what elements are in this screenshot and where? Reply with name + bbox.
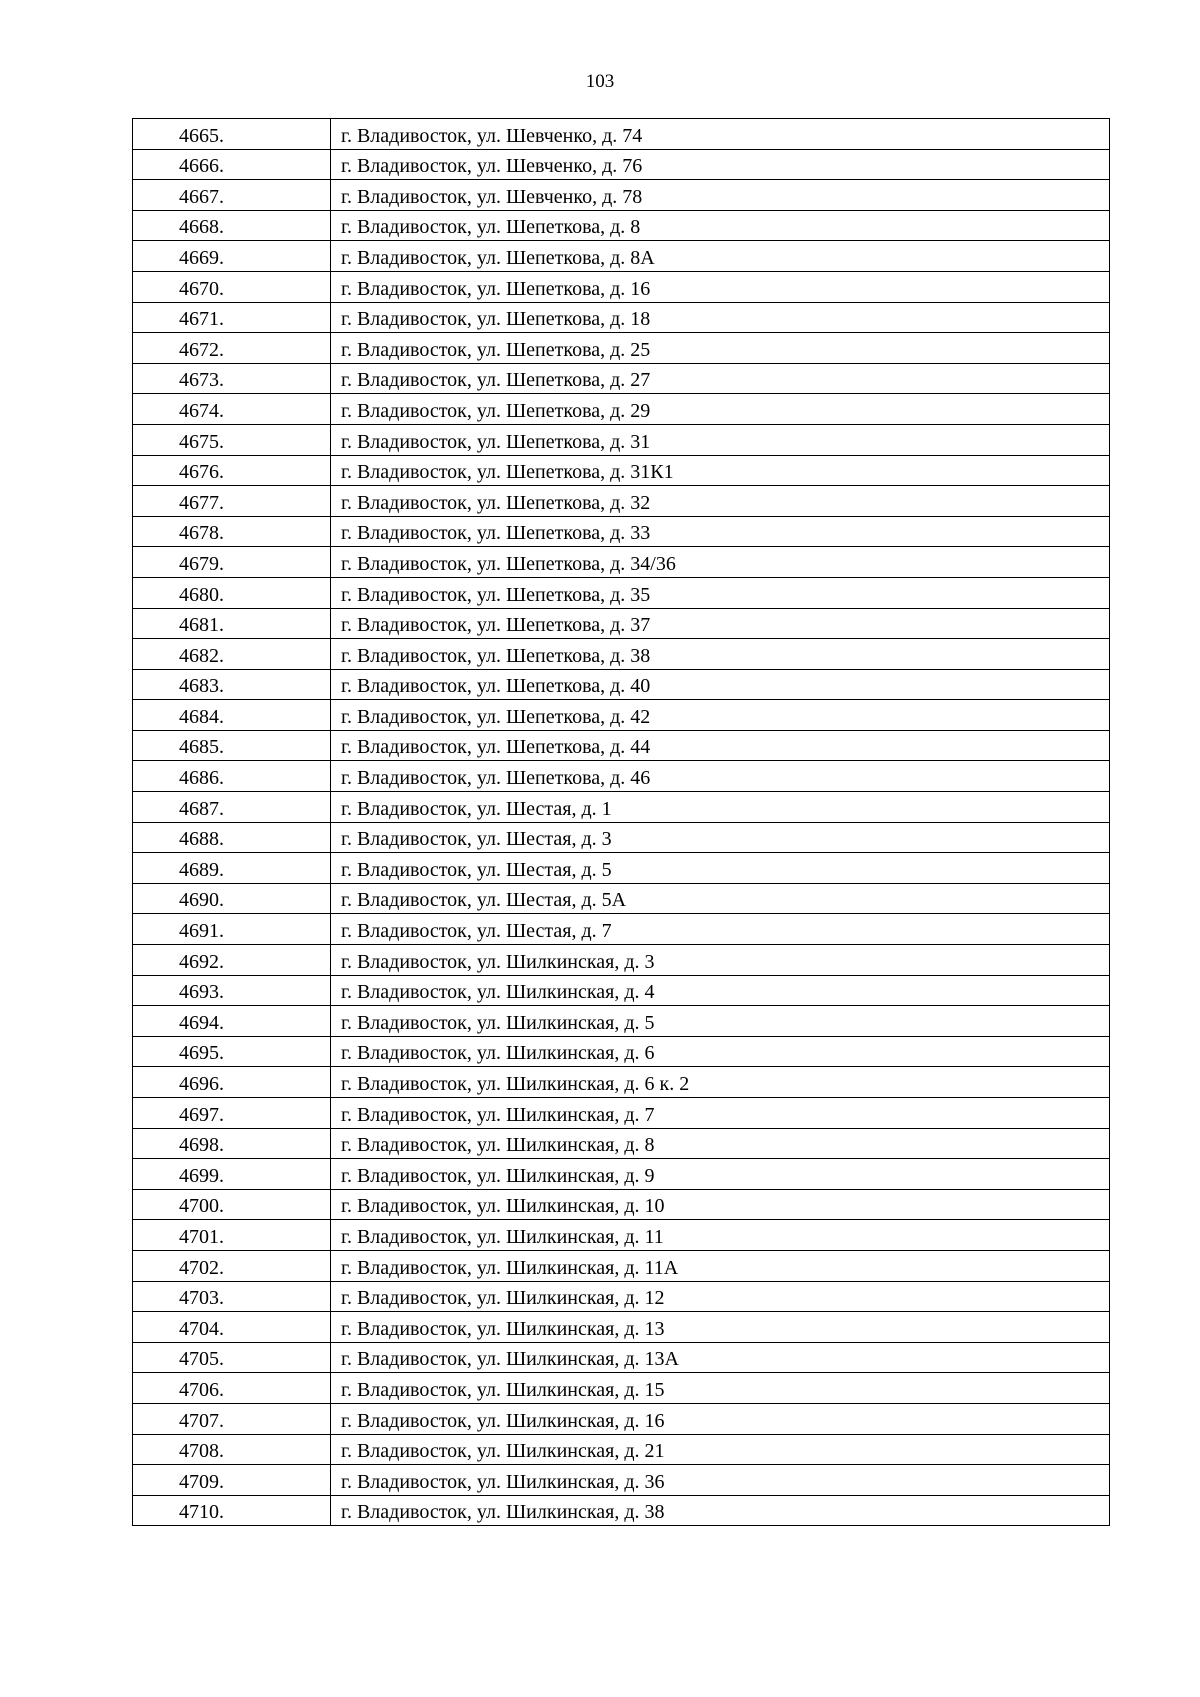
address-text: г. Владивосток, ул. Шепеткова, д. 44 bbox=[341, 736, 651, 759]
row-number-cell bbox=[133, 1220, 331, 1251]
row-number: 4688. bbox=[179, 828, 224, 851]
row-number: 4685. bbox=[179, 736, 224, 759]
table-row bbox=[133, 394, 1110, 425]
row-number-cell bbox=[133, 486, 331, 517]
address-cell bbox=[331, 302, 1110, 333]
row-number: 4692. bbox=[179, 950, 224, 973]
address-cell bbox=[331, 1220, 1110, 1251]
row-number-cell bbox=[133, 1342, 331, 1373]
table-row bbox=[133, 577, 1110, 608]
table-row bbox=[133, 883, 1110, 914]
address-cell bbox=[331, 1250, 1110, 1281]
address-cell bbox=[331, 1036, 1110, 1067]
address-cell bbox=[331, 883, 1110, 914]
address-text: г. Владивосток, ул. Шепеткова, д. 33 bbox=[341, 522, 651, 545]
address-text: г. Владивосток, ул. Шепеткова, д. 31 bbox=[341, 430, 651, 453]
table-row bbox=[133, 608, 1110, 639]
row-number: 4699. bbox=[179, 1164, 224, 1187]
address-text: г. Владивосток, ул. Шилкинская, д. 6 bbox=[341, 1042, 655, 1065]
table-row bbox=[133, 424, 1110, 455]
address-cell bbox=[331, 1067, 1110, 1098]
address-text: г. Владивосток, ул. Шестая, д. 1 bbox=[341, 797, 612, 820]
table-row bbox=[133, 1434, 1110, 1465]
address-cell bbox=[331, 119, 1110, 150]
address-cell bbox=[331, 853, 1110, 884]
address-cell bbox=[331, 1434, 1110, 1465]
row-number-cell bbox=[133, 1403, 331, 1434]
row-number: 4689. bbox=[179, 858, 224, 881]
row-number-cell bbox=[133, 1159, 331, 1190]
address-table bbox=[132, 118, 1110, 1526]
table-row bbox=[133, 1250, 1110, 1281]
address-text: г. Владивосток, ул. Шилкинская, д. 8 bbox=[341, 1134, 655, 1157]
row-number-cell bbox=[133, 639, 331, 670]
row-number: 4671. bbox=[179, 308, 224, 331]
row-number: 4674. bbox=[179, 399, 224, 422]
address-cell bbox=[331, 577, 1110, 608]
row-number-cell bbox=[133, 730, 331, 761]
table-row bbox=[133, 1128, 1110, 1159]
table-row bbox=[133, 1281, 1110, 1312]
address-cell bbox=[331, 730, 1110, 761]
row-number: 4705. bbox=[179, 1348, 224, 1371]
row-number: 4679. bbox=[179, 552, 224, 575]
table-row bbox=[133, 1342, 1110, 1373]
table-row bbox=[133, 516, 1110, 547]
address-cell bbox=[331, 1006, 1110, 1037]
address-cell bbox=[331, 822, 1110, 853]
address-cell bbox=[331, 394, 1110, 425]
table-row bbox=[133, 455, 1110, 486]
row-number: 4676. bbox=[179, 461, 224, 484]
row-number: 4706. bbox=[179, 1378, 224, 1401]
row-number: 4681. bbox=[179, 614, 224, 637]
address-cell bbox=[331, 639, 1110, 670]
row-number-cell bbox=[133, 883, 331, 914]
table-row bbox=[133, 730, 1110, 761]
table-row bbox=[133, 1067, 1110, 1098]
row-number-cell bbox=[133, 1006, 331, 1037]
row-number-cell bbox=[133, 271, 331, 302]
row-number: 4667. bbox=[179, 185, 224, 208]
row-number: 4677. bbox=[179, 491, 224, 514]
row-number: 4687. bbox=[179, 797, 224, 820]
table-row bbox=[133, 822, 1110, 853]
table-row bbox=[133, 669, 1110, 700]
row-number-cell bbox=[133, 302, 331, 333]
address-cell bbox=[331, 1159, 1110, 1190]
table-row bbox=[133, 1403, 1110, 1434]
row-number-cell bbox=[133, 669, 331, 700]
address-text: г. Владивосток, ул. Шепеткова, д. 37 bbox=[341, 614, 651, 637]
row-number-cell bbox=[133, 547, 331, 578]
address-text: г. Владивосток, ул. Шилкинская, д. 38 bbox=[341, 1501, 665, 1524]
address-text: г. Владивосток, ул. Шилкинская, д. 9 bbox=[341, 1164, 655, 1187]
table-row bbox=[133, 547, 1110, 578]
table-body bbox=[133, 119, 1110, 1526]
row-number-cell bbox=[133, 975, 331, 1006]
row-number-cell bbox=[133, 1373, 331, 1404]
table-row bbox=[133, 1036, 1110, 1067]
row-number-cell bbox=[133, 945, 331, 976]
row-number-cell bbox=[133, 149, 331, 180]
address-text: г. Владивосток, ул. Шилкинская, д. 6 к. 2 bbox=[341, 1073, 690, 1095]
address-text: г. Владивосток, ул. Шестая, д. 5А bbox=[341, 889, 627, 912]
address-text: г. Владивосток, ул. Шепеткова, д. 8 bbox=[341, 216, 641, 239]
address-text: г. Владивосток, ул. Шевченко, д. 74 bbox=[341, 124, 643, 147]
row-number: 4683. bbox=[179, 675, 224, 698]
row-number-cell bbox=[133, 180, 331, 211]
table-row bbox=[133, 241, 1110, 272]
address-text: г. Владивосток, ул. Шепеткова, д. 32 bbox=[341, 491, 651, 514]
table-row bbox=[133, 975, 1110, 1006]
row-number-cell bbox=[133, 853, 331, 884]
table-row bbox=[133, 700, 1110, 731]
table-row bbox=[133, 1495, 1110, 1526]
address-text: г. Владивосток, ул. Шевченко, д. 76 bbox=[341, 155, 643, 178]
table-row bbox=[133, 302, 1110, 333]
address-text: г. Владивосток, ул. Шепеткова, д. 25 bbox=[341, 338, 651, 361]
table-row bbox=[133, 1159, 1110, 1190]
table-row bbox=[133, 1220, 1110, 1251]
row-number: 4675. bbox=[179, 430, 224, 453]
table-row bbox=[133, 1465, 1110, 1496]
row-number-cell bbox=[133, 1128, 331, 1159]
address-text: г. Владивосток, ул. Шилкинская, д. 15 bbox=[341, 1378, 665, 1401]
address-text: г. Владивосток, ул. Шилкинская, д. 10 bbox=[341, 1195, 665, 1218]
address-text: г. Владивосток, ул. Шилкинская, д. 16 bbox=[341, 1409, 665, 1432]
row-number: 4708. bbox=[179, 1440, 224, 1463]
row-number-cell bbox=[133, 1036, 331, 1067]
table-row bbox=[133, 639, 1110, 670]
row-number: 4690. bbox=[179, 889, 224, 912]
address-cell bbox=[331, 1189, 1110, 1220]
address-text: г. Владивосток, ул. Шепеткова, д. 42 bbox=[341, 705, 651, 728]
address-cell bbox=[331, 608, 1110, 639]
row-number: 4668. bbox=[179, 216, 224, 239]
address-text: г. Владивосток, ул. Шепеткова, д. 34/36 bbox=[341, 552, 676, 575]
address-cell bbox=[331, 149, 1110, 180]
address-text: г. Владивосток, ул. Шепеткова, д. 38 bbox=[341, 644, 651, 667]
row-number-cell bbox=[133, 1434, 331, 1465]
row-number: 4673. bbox=[179, 369, 224, 392]
row-number: 4665. bbox=[179, 124, 224, 147]
address-cell bbox=[331, 424, 1110, 455]
row-number-cell bbox=[133, 1098, 331, 1129]
address-text: г. Владивосток, ул. Шилкинская, д. 5 bbox=[341, 1011, 655, 1034]
table-row bbox=[133, 119, 1110, 150]
row-number: 4686. bbox=[179, 767, 224, 790]
address-cell bbox=[331, 792, 1110, 823]
address-text: г. Владивосток, ул. Шепеткова, д. 31К1 bbox=[341, 461, 674, 484]
row-number-cell bbox=[133, 761, 331, 792]
row-number-cell bbox=[133, 577, 331, 608]
address-cell bbox=[331, 1098, 1110, 1129]
row-number: 4669. bbox=[179, 246, 224, 269]
address-text: г. Владивосток, ул. Шепеткова, д. 29 bbox=[341, 399, 651, 422]
row-number-cell bbox=[133, 516, 331, 547]
address-cell bbox=[331, 333, 1110, 364]
row-number: 4701. bbox=[179, 1225, 224, 1248]
row-number-cell bbox=[133, 792, 331, 823]
row-number-cell bbox=[133, 1465, 331, 1496]
address-cell bbox=[331, 700, 1110, 731]
address-cell bbox=[331, 1342, 1110, 1373]
row-number: 4707. bbox=[179, 1409, 224, 1432]
address-text: г. Владивосток, ул. Шилкинская, д. 3 bbox=[341, 950, 655, 973]
row-number-cell bbox=[133, 394, 331, 425]
row-number-cell bbox=[133, 1250, 331, 1281]
address-cell bbox=[331, 1403, 1110, 1434]
address-text: г. Владивосток, ул. Шестая, д. 5 bbox=[341, 858, 612, 881]
address-text: г. Владивосток, ул. Шевченко, д. 78 bbox=[341, 185, 643, 208]
address-text: г. Владивосток, ул. Шилкинская, д. 11А bbox=[341, 1256, 679, 1279]
row-number-cell bbox=[133, 424, 331, 455]
address-text: г. Владивосток, ул. Шепеткова, д. 8А bbox=[341, 246, 655, 269]
row-number: 4678. bbox=[179, 522, 224, 545]
address-text: г. Владивосток, ул. Шилкинская, д. 12 bbox=[341, 1287, 665, 1310]
table-row bbox=[133, 1098, 1110, 1129]
address-cell bbox=[331, 180, 1110, 211]
address-cell bbox=[331, 1128, 1110, 1159]
page-number: 103 bbox=[585, 71, 615, 92]
row-number: 4704. bbox=[179, 1317, 224, 1340]
row-number-cell bbox=[133, 241, 331, 272]
table-row bbox=[133, 914, 1110, 945]
table-row bbox=[133, 1373, 1110, 1404]
table-row bbox=[133, 1312, 1110, 1343]
address-cell bbox=[331, 945, 1110, 976]
address-cell bbox=[331, 271, 1110, 302]
address-text: г. Владивосток, ул. Шилкинская, д. 11 bbox=[341, 1225, 664, 1248]
address-text: г. Владивосток, ул. Шилкинская, д. 13А bbox=[341, 1348, 679, 1371]
table-row bbox=[133, 149, 1110, 180]
address-text: г. Владивосток, ул. Шестая, д. 3 bbox=[341, 828, 612, 851]
address-text: г. Владивосток, ул. Шепеткова, д. 18 bbox=[341, 308, 651, 331]
table-row bbox=[133, 486, 1110, 517]
address-cell bbox=[331, 547, 1110, 578]
address-cell bbox=[331, 1312, 1110, 1343]
row-number-cell bbox=[133, 608, 331, 639]
row-number-cell bbox=[133, 333, 331, 364]
address-text: г. Владивосток, ул. Шепеткова, д. 46 bbox=[341, 767, 651, 790]
address-cell bbox=[331, 455, 1110, 486]
row-number-cell bbox=[133, 363, 331, 394]
row-number: 4698. bbox=[179, 1134, 224, 1157]
row-number-cell bbox=[133, 455, 331, 486]
row-number: 4710. bbox=[179, 1501, 224, 1524]
row-number: 4680. bbox=[179, 583, 224, 606]
address-cell bbox=[331, 1465, 1110, 1496]
row-number-cell bbox=[133, 1067, 331, 1098]
address-cell bbox=[331, 363, 1110, 394]
address-text: г. Владивосток, ул. Шилкинская, д. 21 bbox=[341, 1440, 665, 1463]
table-row bbox=[133, 210, 1110, 241]
address-text: г. Владивосток, ул. Шилкинская, д. 13 bbox=[341, 1317, 665, 1340]
address-cell bbox=[331, 486, 1110, 517]
row-number: 4666. bbox=[179, 155, 224, 178]
address-cell bbox=[331, 1373, 1110, 1404]
row-number-cell bbox=[133, 1281, 331, 1312]
address-cell bbox=[331, 241, 1110, 272]
row-number-cell bbox=[133, 1189, 331, 1220]
row-number: 4693. bbox=[179, 981, 224, 1004]
address-cell bbox=[331, 1495, 1110, 1526]
row-number: 4672. bbox=[179, 338, 224, 361]
address-cell bbox=[331, 1281, 1110, 1312]
address-cell bbox=[331, 210, 1110, 241]
row-number-cell bbox=[133, 210, 331, 241]
address-text: г. Владивосток, ул. Шепеткова, д. 27 bbox=[341, 369, 651, 392]
address-cell bbox=[331, 516, 1110, 547]
table-row bbox=[133, 363, 1110, 394]
row-number: 4700. bbox=[179, 1195, 224, 1218]
address-cell bbox=[331, 669, 1110, 700]
address-text: г. Владивосток, ул. Шепеткова, д. 35 bbox=[341, 583, 651, 606]
address-text: г. Владивосток, ул. Шепеткова, д. 40 bbox=[341, 675, 651, 698]
address-text: г. Владивосток, ул. Шилкинская, д. 4 bbox=[341, 981, 655, 1004]
address-text: г. Владивосток, ул. Шепеткова, д. 16 bbox=[341, 277, 651, 300]
row-number: 4697. bbox=[179, 1103, 224, 1126]
row-number: 4695. bbox=[179, 1042, 224, 1065]
row-number-cell bbox=[133, 1495, 331, 1526]
row-number: 4702. bbox=[179, 1256, 224, 1279]
row-number: 4696. bbox=[179, 1073, 224, 1095]
row-number-cell bbox=[133, 914, 331, 945]
row-number: 4670. bbox=[179, 277, 224, 300]
table-row bbox=[133, 271, 1110, 302]
row-number: 4694. bbox=[179, 1011, 224, 1034]
table-row bbox=[133, 945, 1110, 976]
table-row bbox=[133, 1006, 1110, 1037]
table-row bbox=[133, 792, 1110, 823]
row-number-cell bbox=[133, 822, 331, 853]
address-text: г. Владивосток, ул. Шилкинская, д. 36 bbox=[341, 1470, 665, 1493]
table-row bbox=[133, 853, 1110, 884]
address-text: г. Владивосток, ул. Шилкинская, д. 7 bbox=[341, 1103, 655, 1126]
row-number: 4703. bbox=[179, 1287, 224, 1310]
row-number: 4709. bbox=[179, 1470, 224, 1493]
table-row bbox=[133, 180, 1110, 211]
address-text: г. Владивосток, ул. Шестая, д. 7 bbox=[341, 920, 612, 943]
address-cell bbox=[331, 914, 1110, 945]
row-number-cell bbox=[133, 1312, 331, 1343]
address-cell bbox=[331, 761, 1110, 792]
row-number: 4684. bbox=[179, 705, 224, 728]
row-number: 4691. bbox=[179, 920, 224, 943]
address-cell bbox=[331, 975, 1110, 1006]
row-number-cell bbox=[133, 700, 331, 731]
table-row bbox=[133, 761, 1110, 792]
row-number: 4682. bbox=[179, 644, 224, 667]
table-row bbox=[133, 333, 1110, 364]
row-number-cell bbox=[133, 119, 331, 150]
table-row bbox=[133, 1189, 1110, 1220]
